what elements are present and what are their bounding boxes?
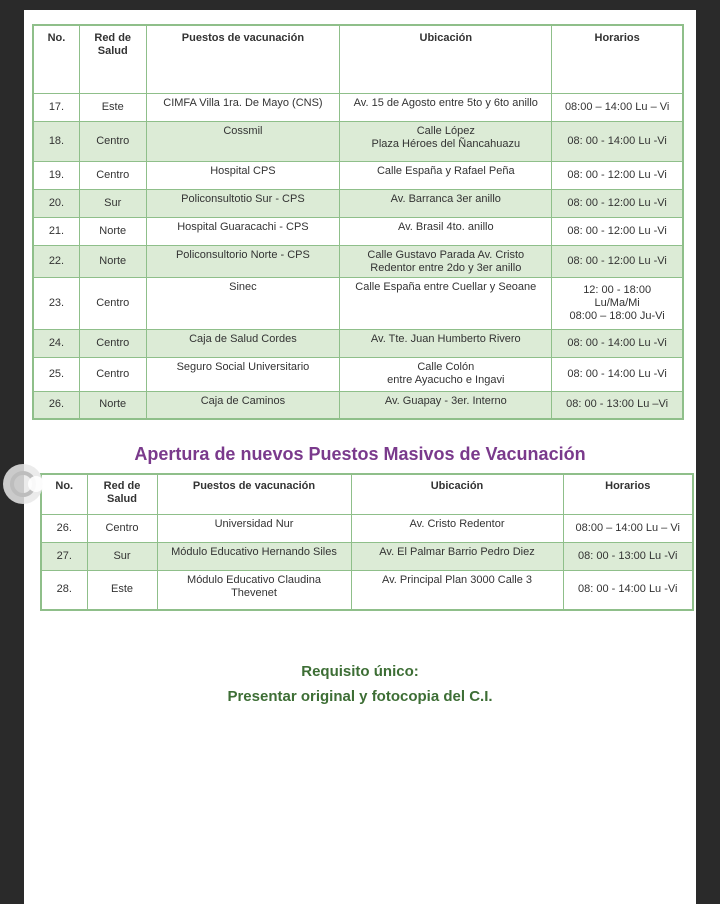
cell-horario: 08: 00 - 14:00 Lu -Vi (552, 357, 683, 391)
cell-ubicacion: Calle Gustavo Parada Av. Cristo Redentor entre 2do y 3er anillo (340, 245, 552, 277)
cell-horario: 08: 00 - 14:00 Lu -Vi (552, 121, 683, 161)
cell-no: 19. (33, 161, 79, 189)
requirement-text: Presentar original y fotocopia del C.I. (227, 688, 493, 705)
cell-ubicacion: Av. 15 de Agosto entre 5to y 6to anillo (340, 93, 552, 121)
cell-ubicacion: Av. Tte. Juan Humberto Rivero (340, 329, 552, 357)
cell-ubicacion: Av. Guapay - 3er. Interno (340, 391, 552, 419)
cell-ubicacion: Av. Cristo Redentor (351, 514, 563, 542)
cell-puesto: CIMFA Villa 1ra. De Mayo (CNS) (146, 93, 340, 121)
table-row (33, 391, 683, 419)
cell-no: 26. (41, 514, 87, 542)
cell-no: 25. (33, 357, 79, 391)
table-row (33, 161, 683, 189)
cell-red: Norte (79, 217, 146, 245)
cell-red: Este (79, 93, 146, 121)
cell-horario: 08: 00 - 13:00 Lu –Vi (552, 391, 683, 419)
cell-horario: 12: 00 - 18:00 Lu/Ma/Mi 08:00 – 18:00 Ju-Vi (552, 277, 683, 329)
cell-ubicacion: Av. Brasil 4to. anillo (340, 217, 552, 245)
cell-no: 18. (33, 121, 79, 161)
cell-red: Centro (79, 329, 146, 357)
header-horario: Horarios (552, 25, 683, 93)
header-no: No. (33, 25, 79, 93)
cell-puesto: Hospital CPS (146, 161, 340, 189)
cell-red: Centro (87, 514, 157, 542)
section-title: Apertura de nuevos Puestos Masivos de Vacunación (134, 444, 586, 464)
cell-horario: 08: 00 - 14:00 Lu -Vi (552, 329, 683, 357)
cell-puesto: Hospital Guaracachi - CPS (146, 217, 340, 245)
cell-ubicacion: Calle Colón entre Ayacucho e Ingavi (340, 357, 552, 391)
vaccination-table-new (40, 473, 694, 611)
table-row (33, 121, 683, 161)
cell-red: Centro (79, 161, 146, 189)
header-ubicacion: Ubicación (340, 25, 552, 93)
header-puesto: Puestos de vacunación (146, 25, 340, 93)
cell-puesto: Seguro Social Universitario (146, 357, 340, 391)
cell-red: Sur (87, 542, 157, 570)
cell-ubicacion: Av. El Palmar Barrio Pedro Diez (351, 542, 563, 570)
cell-no: 27. (41, 542, 87, 570)
cell-red: Centro (79, 357, 146, 391)
table-row (33, 329, 683, 357)
table-row (33, 217, 683, 245)
document-page (24, 10, 696, 904)
cell-no: 21. (33, 217, 79, 245)
cell-no: 26. (33, 391, 79, 419)
header-ubicacion: Ubicación (351, 474, 563, 514)
table-row (41, 570, 693, 610)
table-row (33, 245, 683, 277)
cell-red: Norte (79, 245, 146, 277)
cell-puesto: Universidad Nur (157, 514, 351, 542)
cell-no: 20. (33, 189, 79, 217)
cell-puesto: Policonsultorio Norte - CPS (146, 245, 340, 277)
cell-horario: 08: 00 - 13:00 Lu -Vi (563, 542, 693, 570)
cell-red: Sur (79, 189, 146, 217)
cell-horario: 08: 00 - 12:00 Lu -Vi (552, 217, 683, 245)
requirement-title: Requisito único: (301, 663, 419, 680)
cell-no: 17. (33, 93, 79, 121)
cell-puesto: Módulo Educativo Hernando Siles (157, 542, 351, 570)
cell-ubicacion: Av. Principal Plan 3000 Calle 3 (351, 570, 563, 610)
cell-no: 24. (33, 329, 79, 357)
table-row (41, 542, 693, 570)
header-red: Red de Salud (87, 474, 157, 514)
table-header-row (41, 474, 693, 514)
cell-puesto: Cossmil (146, 121, 340, 161)
cell-horario: 08: 00 - 12:00 Lu -Vi (552, 245, 683, 277)
table-row (33, 357, 683, 391)
cell-horario: 08: 00 - 12:00 Lu -Vi (552, 161, 683, 189)
cell-no: 28. (41, 570, 87, 610)
cell-puesto: Policonsultotio Sur - CPS (146, 189, 340, 217)
header-no: No. (41, 474, 87, 514)
cell-red: Este (87, 570, 157, 610)
chat-bubble-icon[interactable] (0, 461, 46, 507)
cell-no: 22. (33, 245, 79, 277)
table-row (33, 93, 683, 121)
cell-red: Norte (79, 391, 146, 419)
vaccination-table-existing (32, 24, 684, 420)
table-header-row (33, 25, 683, 93)
cell-horario: 08: 00 - 14:00 Lu -Vi (563, 570, 693, 610)
table-row (33, 277, 683, 329)
cell-puesto: Caja de Caminos (146, 391, 340, 419)
table-row (41, 514, 693, 542)
cell-puesto: Sinec (146, 277, 340, 329)
header-puesto: Puestos de vacunación (157, 474, 351, 514)
cell-puesto: Caja de Salud Cordes (146, 329, 340, 357)
cell-horario: 08: 00 - 12:00 Lu -Vi (552, 189, 683, 217)
cell-horario: 08:00 – 14:00 Lu – Vi (563, 514, 693, 542)
table-row (33, 189, 683, 217)
header-red: Red de Salud (79, 25, 146, 93)
cell-ubicacion: Av. Barranca 3er anillo (340, 189, 552, 217)
cell-ubicacion: Calle López Plaza Héroes del Ñancahuazu (340, 121, 552, 161)
cell-no: 23. (33, 277, 79, 329)
cell-ubicacion: Calle España y Rafael Peña (340, 161, 552, 189)
cell-horario: 08:00 – 14:00 Lu – Vi (552, 93, 683, 121)
cell-ubicacion: Calle España entre Cuellar y Seoane (340, 277, 552, 329)
cell-puesto: Módulo Educativo Claudina Thevenet (157, 570, 351, 610)
cell-red: Centro (79, 121, 146, 161)
cell-red: Centro (79, 277, 146, 329)
header-horario: Horarios (563, 474, 693, 514)
